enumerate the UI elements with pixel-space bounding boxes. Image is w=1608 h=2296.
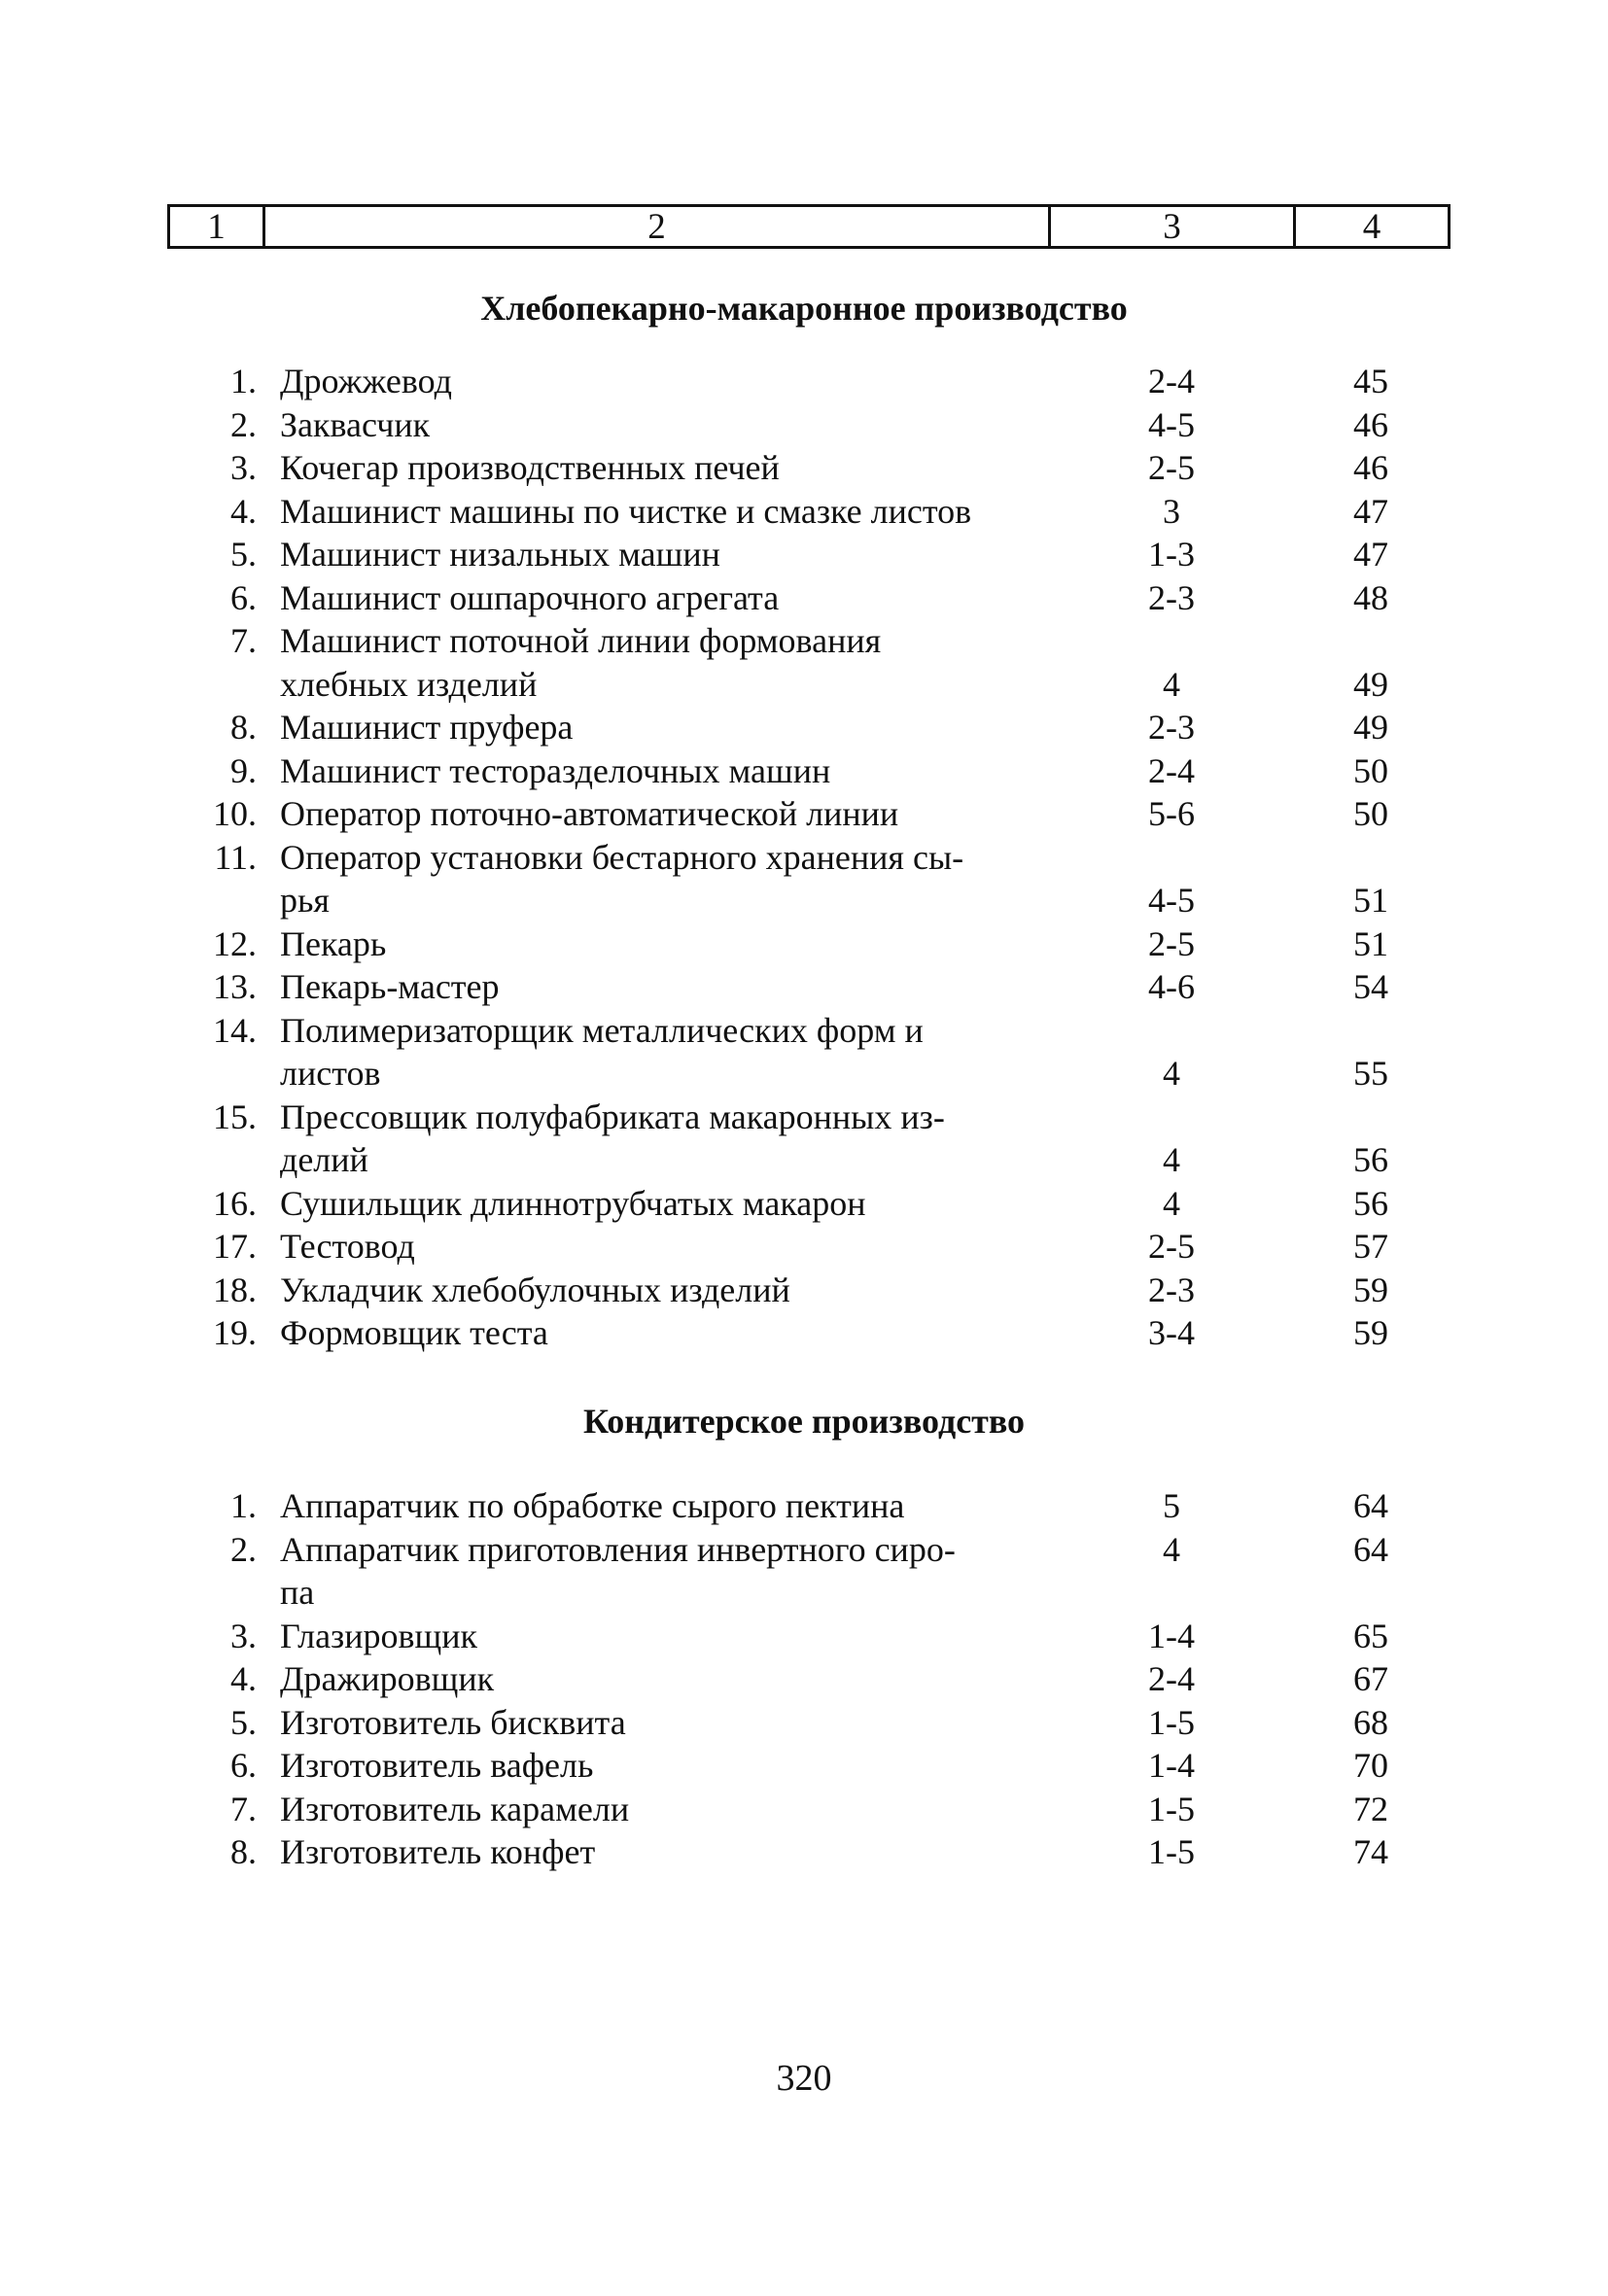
- list-item: 1. Аппаратчик по обработке сырого пектина 5 64: [0, 1484, 1608, 1528]
- profession-name: Машинист низальных машин: [280, 535, 720, 574]
- profession-name: Тестовод: [280, 1227, 415, 1266]
- list-item: [0, 1009, 1608, 1053]
- column-header-1: 1: [170, 207, 265, 246]
- item-number: 5.: [230, 535, 257, 574]
- list-item: 7. Изготовитель карамели 1-5 72: [0, 1788, 1608, 1831]
- item-number: 13.: [213, 967, 257, 1006]
- list-item: 2. Аппаратчик приготовления инвертного сиро- 4 64: [0, 1528, 1608, 1572]
- profession-name: Формовщик теста: [280, 1313, 548, 1352]
- list-item: 6. Машинист ошпарочного агрегата 2-3 48: [0, 576, 1608, 620]
- item-number: 11.: [214, 837, 257, 877]
- profession-name: Прессовщик полуфабриката макаронных из-: [280, 1096, 945, 1136]
- list-item: рья 4-5 51: [0, 879, 1608, 922]
- list-item: [0, 1096, 1608, 1139]
- profession-name: Машинист ошпарочного агрегата: [280, 577, 780, 617]
- list-item: 18. Укладчик хлебобулочных изделий 2-3 59: [0, 1269, 1608, 1312]
- profession-name: Машинист тесторазделочных машин: [280, 750, 831, 790]
- item-number: 14.: [213, 1010, 257, 1050]
- profession-name: па: [280, 1573, 315, 1612]
- list-item: 10. Оператор поточно-автоматической линии 5-6 50: [0, 792, 1608, 836]
- list-item: 3. Глазировщик 1-4 65: [0, 1615, 1608, 1658]
- profession-name: Глазировщик: [280, 1616, 478, 1655]
- list-item: 4. Машинист машины по чистке и смазке листов 3 47: [0, 490, 1608, 534]
- item-number: 7.: [230, 621, 257, 660]
- item-number: 16.: [213, 1183, 257, 1223]
- profession-name: делий: [280, 1140, 368, 1179]
- bakery-profession-list: [0, 360, 1608, 1355]
- item-number: 17.: [213, 1227, 257, 1266]
- item-number: 2.: [230, 1529, 257, 1569]
- profession-name: Дрожжевод: [280, 362, 452, 400]
- item-number: 19.: [213, 1313, 257, 1352]
- page-number: 320: [776, 2058, 832, 2099]
- item-number: 2.: [230, 404, 257, 444]
- list-item: [0, 836, 1608, 880]
- list-item: 5. Машинист низальных машин 1-3 47: [0, 533, 1608, 576]
- list-item: 1. Дрожжевод 2-4 45: [0, 360, 1608, 403]
- column-header-2: 2: [265, 207, 1051, 246]
- profession-name: Дражировщик: [280, 1659, 495, 1698]
- profession-name: листов: [280, 1054, 381, 1093]
- list-item: 19. Формовщик теста 3-4 59: [0, 1311, 1608, 1355]
- section-title-bakery: Хлебопекарно-макаронное производство: [480, 289, 1128, 328]
- list-item: листов 4 55: [0, 1052, 1608, 1096]
- item-number: 1.: [230, 1486, 257, 1525]
- item-number: 7.: [230, 1789, 257, 1828]
- item-number: 12.: [213, 923, 257, 963]
- column-header-3: 3: [1051, 207, 1296, 246]
- list-item: 16. Сушильщик длиннотрубчатых макарон 4 56: [0, 1182, 1608, 1226]
- list-item: 5. Изготовитель бисквита 1-5 68: [0, 1701, 1608, 1745]
- profession-name: Кочегар производственных печей: [280, 448, 780, 487]
- list-item: 8. Изготовитель конфет 1-5 74: [0, 1830, 1608, 1874]
- item-number: 1.: [230, 362, 257, 400]
- list-item: 17. Тестовод 2-5 57: [0, 1225, 1608, 1269]
- item-number: 18.: [213, 1270, 257, 1309]
- item-number: 8.: [230, 1832, 257, 1871]
- list-item: 3. Кочегар производственных печей 2-5 46: [0, 446, 1608, 490]
- item-number: 4.: [230, 1659, 257, 1698]
- item-number: 15.: [213, 1096, 257, 1136]
- profession-name: Пекарь-мастер: [280, 967, 500, 1006]
- list-item: 13. Пекарь-мастер 4-6 54: [0, 965, 1608, 1009]
- list-item: [0, 1571, 1608, 1615]
- profession-name: Изготовитель карамели: [280, 1789, 630, 1828]
- profession-name: Изготовитель вафель: [280, 1746, 594, 1785]
- item-number: 10.: [213, 794, 257, 833]
- list-item: 6. Изготовитель вафель 1-4 70: [0, 1744, 1608, 1788]
- profession-name: Оператор поточно-автоматической линии: [280, 794, 899, 833]
- list-item: 8. Машинист пруфера 2-3 49: [0, 706, 1608, 749]
- profession-name: Оператор установки бестарного хранения сы-: [280, 837, 964, 877]
- profession-name: Полимеризаторщик металлических форм и: [280, 1010, 924, 1050]
- item-number: 5.: [230, 1702, 257, 1742]
- column-header-4: 4: [1362, 206, 1381, 247]
- item-number: 9.: [230, 750, 257, 790]
- profession-name: Машинист поточной линии формования: [280, 621, 882, 660]
- list-item: хлебных изделий 4 49: [0, 663, 1608, 707]
- item-number: 8.: [230, 708, 257, 747]
- section-title-confectionery: Кондитерское производство: [582, 1402, 1026, 1441]
- list-item: [0, 619, 1608, 663]
- item-number: 3.: [230, 448, 257, 487]
- list-item: 9. Машинист тесторазделочных машин 2-4 50: [0, 749, 1608, 793]
- profession-name: Сушильщик длиннотрубчатых макарон: [280, 1183, 866, 1223]
- profession-name: Изготовитель конфет: [280, 1832, 596, 1871]
- profession-name: Заквасчик: [280, 404, 431, 444]
- item-number: 3.: [230, 1616, 257, 1655]
- list-item: 12. Пекарь 2-5 51: [0, 922, 1608, 966]
- confectionery-profession-list: [0, 1484, 1608, 1874]
- profession-name: Изготовитель бисквита: [280, 1702, 626, 1742]
- item-number: 4.: [230, 491, 257, 531]
- list-item: 4. Дражировщик 2-4 67: [0, 1657, 1608, 1701]
- item-number: 6.: [230, 577, 257, 617]
- profession-name: Укладчик хлебобулочных изделий: [280, 1270, 790, 1309]
- profession-name: Машинист машины по чистке и смазке листов: [280, 491, 972, 531]
- column-header-table: [167, 204, 1451, 249]
- profession-name: Машинист пруфера: [280, 708, 574, 747]
- profession-name: Аппаратчик приготовления инвертного сиро-: [280, 1529, 956, 1569]
- profession-name: Пекарь: [280, 923, 387, 963]
- profession-name: рья: [280, 881, 330, 920]
- profession-name: Аппаратчик по обработке сырого пектина: [280, 1486, 905, 1525]
- list-item: делий 4 56: [0, 1138, 1608, 1182]
- profession-name: хлебных изделий: [280, 664, 538, 704]
- item-number: 6.: [230, 1746, 257, 1785]
- list-item: 2. Заквасчик 4-5 46: [0, 403, 1608, 447]
